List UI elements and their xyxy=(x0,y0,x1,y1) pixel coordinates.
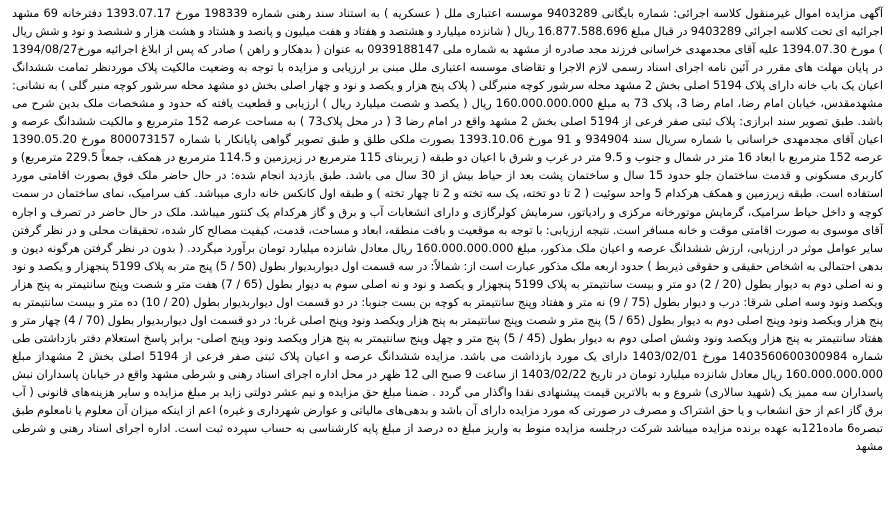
auction-notice xyxy=(12,4,883,507)
notice-body-text: آگهی مزایده اموال غیرمنقول کلاسه اجرائی: شماره بایگانی 9403289 موسسه اعتباری ملل ( عسکریه ) به استناد سند رهنی شماره 198339 مورخ 1393.07.17 دفترخانه 69 مشهد اجرائیه ای تحت کلاسه اجرائی 9403289 در قبال مبلغ 16.877.588.696 ریال ( شانزده میلیارد و هشتصد و هفتاد و هفت میلیون و پانصد و هشتاد و هشت هزار و ششصد و نود و شش ریال ) مورخ 1394.07.30 علیه آقای مجدمهدی خراسانی فرزند مجد صادره از مشهد به شماره ملی 0939188147 به عنوان ( بدهکار و راهن ) صادر که پس از ابلاغ اجرائیه مورخ1394/08/27 در پایان مهلت های مقرر در آئین نامه اجرای اسناد رسمی لازم الاجرا و تقاضای موسسه اعتباری ملل مبنی بر ارزیابی و مزایده با توجه به وضعیت مالکیت پلاک موردنظر تمامت ششدانگ اعیان یک باب خانه دارای پلاک 5194 اصلی بخش 2 مشهد محله سرشور کوچه منبرگلی ( پلاک پنج هزار و یکصد و نود و چهار اصلی بخش دو مشهد محله سرشور کوچه منبر گلی ) به نشانی: مشهدمقدس، خیابان امام رضا، امام رضا 3، پلاک 73 به مبلغ 160.000.000.000 ریال ( یکصد و شصت میلیارد ریال ) ارزیابی و قطعیت یافته که حدود و مشخصات ملک بدین شرح می باشد. طبق تصویر سند ابرازی: پلاک ثبتی صفر فرعی از 5194 اصلی بخش 2 مشهد واقع در امام رضا 3 ( در محل پلاک73 ) به مساحت عرصه 152 مترمربع و مالکیت ششدانگ عرصه و اعیان آقای مجدمهدی خراسانی با شماره سریال سند 934904 و 91 مورخ 1393.10.06 بصورت ملکی طلق و طبق تصویر گواهی پایانکار با شماره 800073157 مورخ 1390.05.20 عرصه 152 مترمربع با ابعاد 16 متر در شمال و جنوب و 9.5 متر در غرب و شرق با اعیان دو طبقه ( زیربنای 115 مترمربع در زیرزمین و 114.5 مترمربع در همکف، جمعاً 229.5 مترمربع) و کاربری مسکونی و قدمت ساختمان جلو حدود 15 سال و ساختمان پشت بعد از حیاط بیش از 30 سال می باشد. طبق بازدید انجام شده: در حال حاضر ملک فوق بصورت اقامتی مورد استفاده است. طبقه زیرزمین و همکف هرکدام 5 واحد سوئیت ( 2 تا دو تخته، یک سه تخته و 2 تا چهار تخته ) و طبقه اول کانکس خانه داری میباشد. کف سرامیک، نمای ساختمان در سمت کوچه و داخل حیاط سرامیک، گرمایش موتورخانه مرکزی و رادیاتور، سرمایش کولرگازی و دارای انشعابات آب و برق و گاز هرکدام یک کنتور میباشد. ملک در حال حاضر در تصرف و اجاره آقای موسوی به صورت اقامتی موقت و خانه مسافر است. نتیجه ارزیابی: با توجه به موقعیت و بافت منطقه، ابعاد و مساحت، قدمت، کیفیت مصالح کار شده، تحقیقات محلی و در نظر گرفتن سایر عوامل موثر در ارزیابی، ارزش ششدانگ عرصه و اعیان ملک مذکور، مبلغ 160.000.000.000 ریال معادل شانزده میلیارد تومان برآورد میگردد. ( بدون در نظر گرفتن هرگونه دیون و بدهی احتمالی به اشخاص حقیقی و حقوقی ذیربط ) حدود اربعه ملک مذکور عبارت است از: شمالاً: در سه قسمت اول دیواربدیوار بطول (50 / 5) پنج متر به پلاک 5199 پنجهزار و یکصد و نود و نه اصلی دوم به دیوار بطول (20 / 2) دو متر و بیست سانتیمتر به پلاک 5199 پنجهزار و یکصد و نود و نه اصلی سوم به دیوار بطول (65 / 7) هفت متر و شصت وپنج سانتیمتر به پنج هزار ویکصد ونود وسه اصلی شرقا: درب و دیوار بطول (75 / 9) نه متر و هفتاد وپنج سانتیمتر به کوچه بن بست جنوبا: در دو قسمت اول دیواربدیوار بطول (20 / 10) ده متر و بیست سانتیمتر به پنج هزار ویکصد ونود وپنج اصلی دوم به دیوار بطول (65 / 5) پنج متر و شصت وپنج سانتیمتر به پنج هزار ویکصد ونود وپنج اصلی غربا: در دو قسمت اول دیواربدیوار بطول (70 / 4) چهار متر و هفتاد سانتیمتر به پنج هزار ویکصد ونود وشش اصلی دوم به دیوار بطول (45 / 5) پنج متر و چهل وپنج سانتیمتر به پنج هزار ویکصد ونود وپنج اصلی- برابر پاسخ استعلام دفتر بازداشتی طی شماره 1403560600300984 مورخ 1403/02/01 دارای یک مورد بازداشت می باشد. مزایده ششدانگ عرصه و اعیان پلاک ثبتی صفر فرعی از 5194 اصلی بخش 2 مشهداز مبلغ 160.000.000.000 ریال معادل شانزده میلیارد تومان در تاریخ 1403/02/22 از ساعت 9 صبح الی 12 ظهر در محل اداره اجرای اسناد رهنی و شرطی مشهد واقع در خیابان پاسداران نبش پاسداران سه ممیز یک (شهید سالاری) شروع و به بالاترین قیمت پیشنهادی نقدا واگذار می گردد . ضمنا مبلغ حق مزایده و نیم عشر دولتی زاید بر مبلغ مزایده و سایر هزینه‌های قانونی ( آب برق گاز اعم از حق انشعاب و یا حق اشتراک و مصرف در صورتی که مورد مزایده دارای آن باشد و بدهی‌های مالیاتی و عوارض شهرداری و غیره) اعم از اینکه میزان آن معلوم یا نامعلوم طبق تبصره6 ماده121به عهده برنده مزایده میباشد شرکت درجلسه مزایده منوط به واریز مبلغ ده درصد از مبلغ پایه کارشناسی به حساب سپرده ثبت است. اداره اجرای اسناد رهنی و شرطی مشهد xyxy=(12,6,884,454)
